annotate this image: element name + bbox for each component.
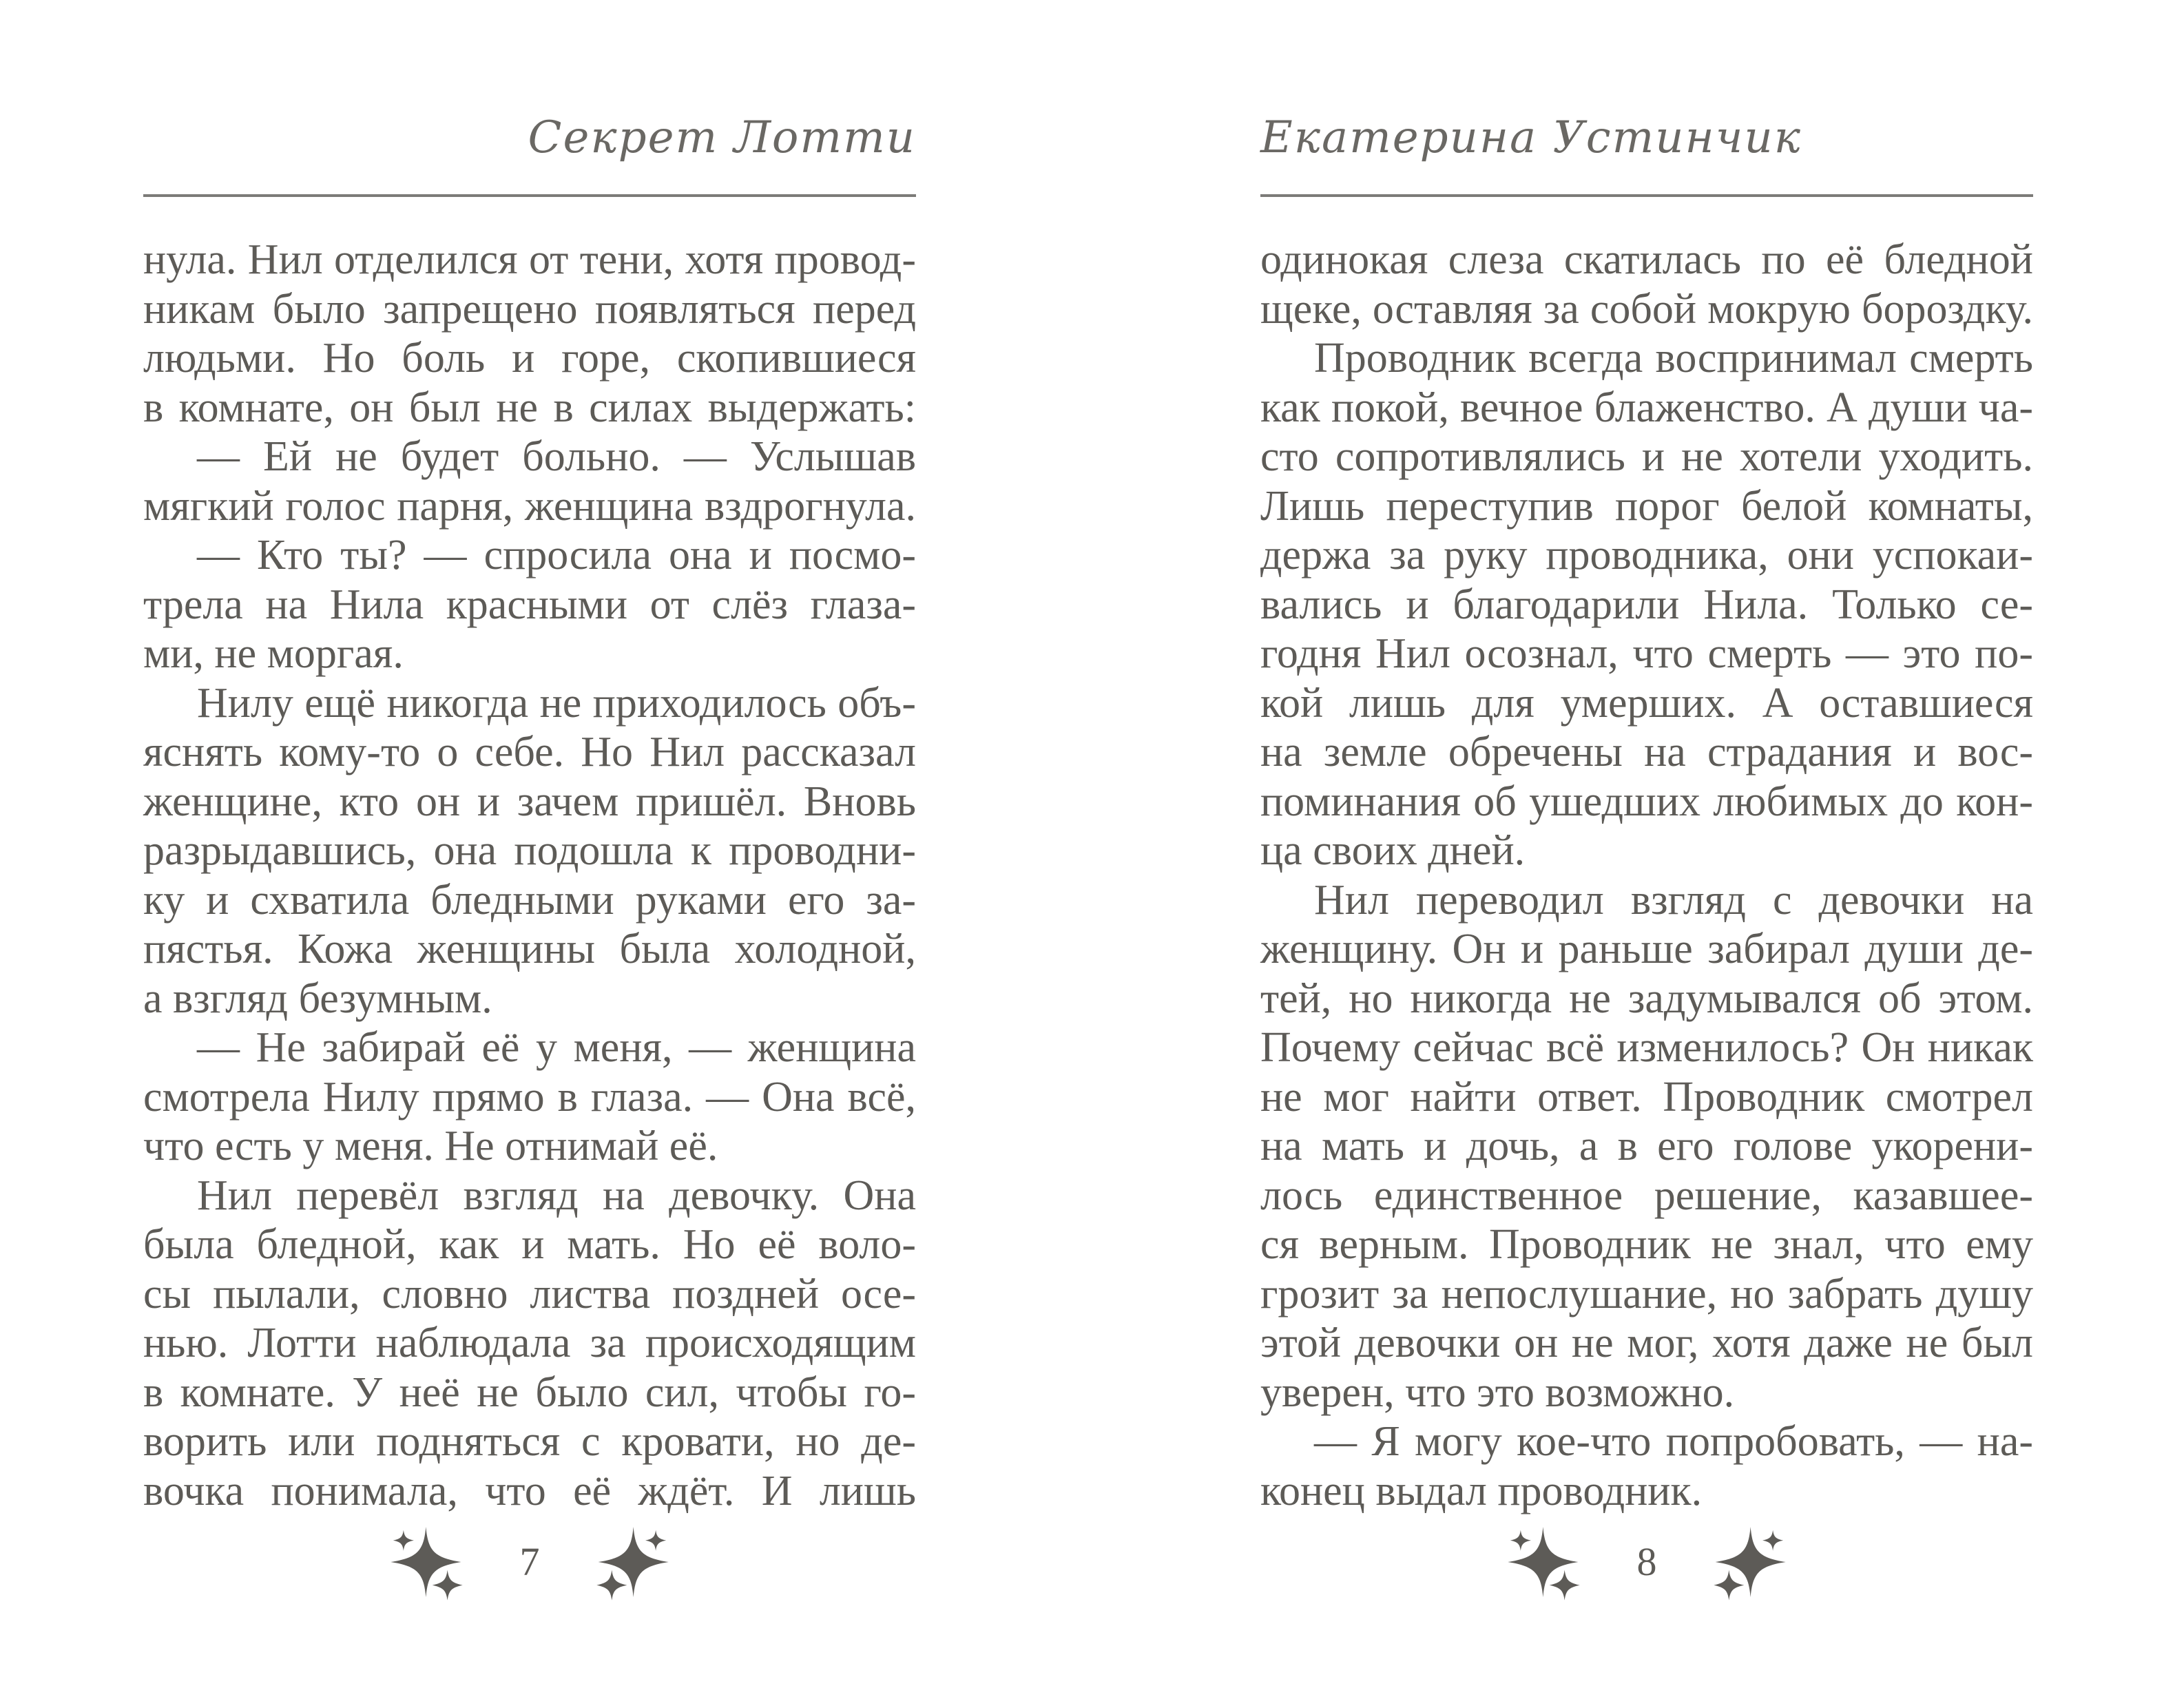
running-head-author: Екатерина Устинчик (1260, 112, 1802, 163)
text-line: ворить или подняться с кровати, но де- (143, 1418, 916, 1465)
text-line: Почему сейчас всё изменилось? Он никак (1260, 1024, 2033, 1071)
text-line: — Кто ты? — спросила она и посмо- (197, 532, 916, 579)
page-footer (143, 1514, 916, 1610)
sparkles-icon (1506, 1522, 1586, 1602)
text-line: женщине, кто он и зачем пришёл. Вновь (143, 778, 916, 825)
text-line: — Ей не будет больно. — Услышав (197, 433, 916, 480)
text-line: ца своих дней. (1260, 827, 1526, 874)
text-line: Проводник всегда воспринимал смерть (1314, 335, 2033, 382)
text-line: женщину. Он и раньше забирал души де- (1260, 926, 2033, 972)
page-left (143, 0, 916, 1708)
text-line: уверен, что это возможно. (1260, 1368, 1735, 1416)
page-number: 7 (519, 1539, 540, 1584)
text-line: держа за руку проводника, они успокаи- (1260, 532, 2033, 579)
text-line: смотрела Нилу прямо в глаза. — Она всё, (143, 1073, 916, 1121)
text-line: что есть у меня. Не отнимай её. (143, 1123, 718, 1169)
text-line: Нил перевёл взгляд на девочку. Она (197, 1171, 916, 1219)
text-line: Нил переводил взгляд с девочки на (1314, 876, 2033, 924)
text-line: сы пылали, словно листва поздней осе- (143, 1270, 916, 1318)
text-line: — Я могу кое-что попробовать, — на- (1314, 1418, 2033, 1465)
page-text (1260, 236, 2033, 1516)
text-line: лось единственное решение, казавшее- (1260, 1171, 2033, 1219)
text-line: кой лишь для умерших. А оставшиеся (1260, 679, 2033, 727)
text-line: поминания об ушедших любимых до кон- (1260, 778, 2033, 825)
running-head-book-title: Секрет Лотти (528, 112, 916, 163)
text-line: тей, но никогда не задумывался об этом. (1260, 975, 2033, 1022)
page-text (143, 236, 916, 1516)
text-line: не мог найти ответ. Проводник смотрел (1260, 1073, 2033, 1121)
text-line: щеке, оставляя за собой мокрую бороздку. (1260, 285, 2033, 333)
text-line: этой девочки он не мог, хотя даже не был (1260, 1320, 2033, 1366)
header-rule (143, 194, 916, 197)
text-line: была бледной, как и мать. Но её воло- (143, 1221, 916, 1268)
text-line: яснять кому-то о себе. Но Нил рассказал (143, 729, 916, 775)
page-number: 8 (1636, 1539, 1657, 1584)
text-line: разрыдавшись, она подошла к проводни- (143, 827, 916, 874)
text-line: нула. Нил отделился от тени, хотя провод- (143, 236, 916, 283)
text-line: на мать и дочь, а в его голове укорени- (1260, 1123, 2033, 1169)
text-line: ми, не моргая. (143, 630, 404, 677)
text-line: ся верным. Проводник не знал, что ему (1260, 1221, 2033, 1268)
text-line: как покой, вечное блаженство. А души ча- (1260, 384, 2033, 431)
page-footer (1260, 1514, 2033, 1610)
text-line: ку и схватила бледными руками его за- (143, 876, 916, 924)
sparkles-icon (389, 1522, 469, 1602)
sparkles-icon (1707, 1522, 1787, 1602)
text-line: Лишь переступив порог белой комнаты, (1260, 482, 2033, 530)
text-line: людьми. Но боль и горе, скопившиеся (143, 335, 916, 382)
text-line: трела на Нила красными от слёз глаза- (143, 581, 916, 628)
text-line: на земле обречены на страдания и вос- (1260, 729, 2033, 775)
text-line: пястья. Кожа женщины была холодной, (143, 926, 916, 972)
text-line: годня Нил осознал, что смерть — это по- (1260, 630, 2033, 677)
text-line: в комнате. У неё не было сил, чтобы го- (143, 1368, 916, 1416)
text-line: мягкий голос парня, женщина вздрогнула. (143, 482, 916, 530)
text-line: — Не забирай её у меня, — женщина (197, 1024, 916, 1071)
text-line: грозит за непослушание, но забрать душу (1260, 1270, 2033, 1318)
text-line: вались и благодарили Нила. Только се- (1260, 581, 2033, 628)
text-line: никам было запрещено появляться перед (143, 285, 916, 333)
text-line: Нилу ещё никогда не приходилось объ- (197, 679, 916, 727)
text-line: сто сопротивлялись и не хотели уходить. (1260, 433, 2033, 480)
text-line: нью. Лотти наблюдала за происходящим (143, 1320, 916, 1366)
page-right (1260, 0, 2033, 1708)
text-line: вочка понимала, что её ждёт. И лишь (143, 1467, 916, 1514)
text-line: конец выдал проводник. (1260, 1467, 1703, 1514)
text-line: в комнате, он был не в силах выдержать: (143, 384, 916, 431)
text-line: а взгляд безумным. (143, 975, 492, 1022)
sparkles-icon (590, 1522, 670, 1602)
header-rule (1260, 194, 2033, 197)
text-line: одинокая слеза скатилась по её бледной (1260, 236, 2033, 283)
